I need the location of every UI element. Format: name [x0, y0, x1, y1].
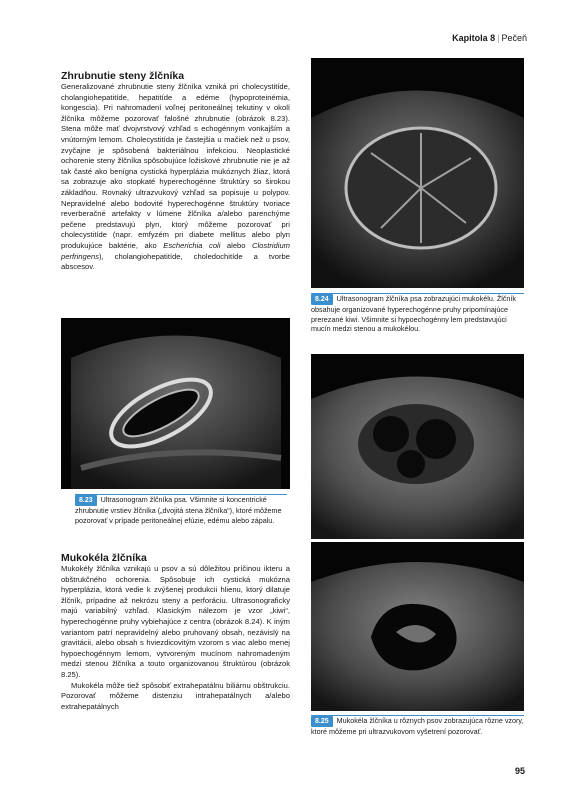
- page-number: 95: [514, 766, 525, 776]
- section-paragraph: Generalizované zhrubnutie steny žlčníka vzniká pri cholecystitíde, cholangiohepatitíde, hepatitíde a edéme (hypoproteinémia, kongescia). Pri nahromadení voľnej peritoneálnej tekutiny v okolí žlčníka môžeme pozorovať falošné zhrubnutie (obrázok 8.23). Stena môže mať dvojvrstvový vzhľad s echogénnym vonkajším a vnútorným lemom. Cholecystitída je častejšia u mačiek než u psov, zvyčajne je spôsobená bakteriálnou infekciou. Neoplastické ochorenie steny žlčníka spôsobujúce ložiskové zhrubnutie nie je až tak časté ako benígna cystická hyperplázia mukóznych žliaz, ktorá sa zobrazuje ako stopkaté hyperechogénne štruktúry so širokou základňou. Rovnaký ultrazvukový vzhľad sa popisuje u polypov. Nepravidelné alebo bodovité hyperechogénne štruktúry tvoriace reverberačné artefakty v lúmene žlčníka a/alebo parenchýme pečene predstavujú plyn, ktorý môžeme pozorovať pri cholecystitíde (napr. emfyzém pri diabete mellitus alebo plyn produkujúce baktérie, ako Escherichia coli alebo Clostridium perfringens), cholangiohepatitíde, choledochitíde a tvorbe abscesov.: [61, 82, 290, 272]
- figure-caption-8-23: 8.23 Ultrasonogram žlčníka psa. Všimnite si koncentrické zhrubnutie vrstiev žlčníka („dvojitá stena žlčníka“), ktoré môžeme pozorovať v prípade peritoneálnej efúzie, edému alebo zápalu.: [75, 494, 287, 525]
- section-wall-thickening: [61, 70, 290, 273]
- figure-number-badge: 8.23: [75, 495, 97, 506]
- figure-caption-8-24: 8.24 Ultrasonogram žlčníka psa zobrazujúci mukokélu. Žlčník obsahuje organizované hyperechogénne pruhy pripomínajúce prerezané kiwi. Všimnite si hypoechogénny lem predstavujúci mucín medzi stenou a mukokélou.: [311, 293, 524, 334]
- header-separator: |: [497, 33, 500, 43]
- ultrasound-image-8-23: [61, 318, 290, 489]
- ultrasound-image-8-25-top: [311, 354, 524, 539]
- bacteria-name: Clostridium perfringens: [61, 240, 290, 261]
- running-header: [452, 33, 527, 43]
- figure-number-badge: 8.25: [311, 716, 333, 727]
- chapter-title: Pečeň: [501, 33, 527, 43]
- section-heading: Zhrubnutie steny žlčníka: [61, 70, 185, 82]
- ultrasound-image-8-25-bottom: [311, 542, 524, 711]
- chapter-label: Kapitola 8: [452, 33, 496, 43]
- section-paragraph: Mukokéla môže tiež spôsobiť extrahepatálnu biliárnu obštrukciu. Pozorovať môžeme distenziu intrahepatálnych a/alebo extrahepatálnych: [61, 680, 290, 711]
- ultrasound-image-8-24: [311, 58, 524, 288]
- bacteria-name: Escherichia coli: [163, 240, 221, 250]
- section-paragraph: Mukokély žlčníka vznikajú u psov a sú dôležitou príčinou ikteru a obštrukčného ochorenia. Spôsobuje ich cystická mukózna hyperplázia, ktorá vedie k zvýšenej produkcii hlienu, ktorý dilatuje žlčník, prípadne až nekrózu steny a perforáciu. Ultrasonograficky majú variabilný vzhľad. Klasickým nálezom je vzor „kiwi“, hyperechogénne pruhy vybiehajúce z centra (obrázok 8.24). K iným variantom patrí nepravidelný alebo pruhovaný obsah, nezávislý na gravitácii, alebo obsah s hviezdicovitým vzorom s viac alebo menej hypoechogénnym lemom, vytvoreným mucínom nahromadeným medzi stenou žlčníka a touto organizovanou štruktúrou (obrázok 8.25).: [61, 564, 290, 679]
- figure-caption-8-25: 8.25 Mukokéla žlčníka u rôznych psov zobrazujúca rôzne vzory, ktoré môžeme pri ultrazvukovom vyšetrení pozorovať.: [311, 716, 524, 737]
- figure-number-badge: 8.24: [311, 294, 333, 305]
- section-heading: Mukokéla žlčníka: [61, 552, 147, 564]
- section-mucocele: [61, 552, 290, 712]
